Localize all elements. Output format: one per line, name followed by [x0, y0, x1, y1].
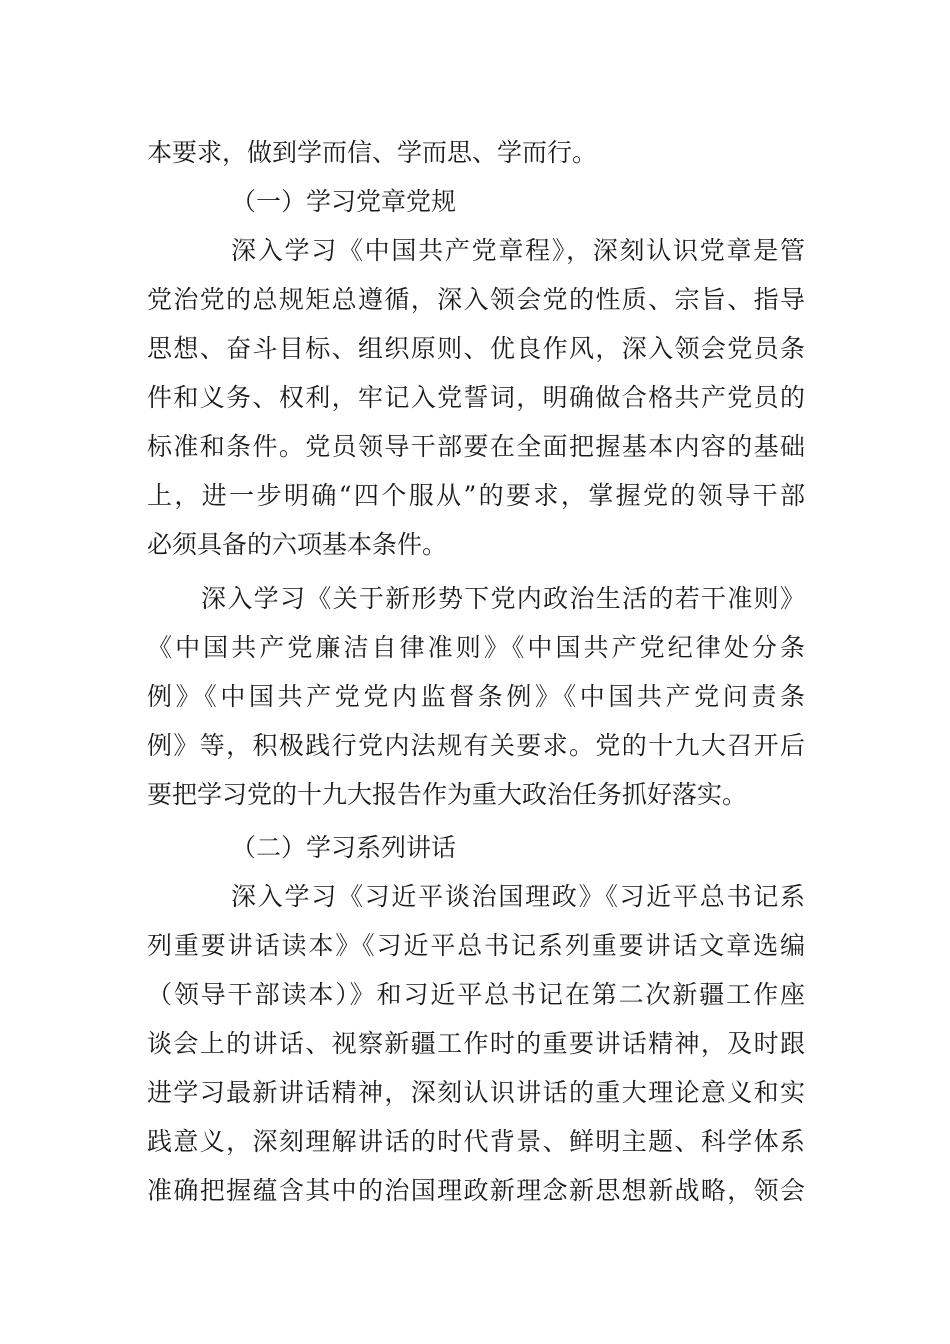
- text-line: 党治党的总规矩总遵循，深入领会党的性质、宗旨、指导: [147, 285, 805, 314]
- text-line: 践意义，深刻理解讲话的时代背景、鲜明主题、科学体系: [147, 1127, 805, 1156]
- text-line: 深入学习《关于新形势下党内政治生活的若干准则》: [201, 584, 805, 613]
- text-line: （领导干部读本）》和习近平总书记在第二次新疆工作座: [147, 980, 805, 1009]
- text-line: 件和义务、权利，牢记入党誓词，明确做合格共产党员的: [147, 383, 805, 412]
- text-line: 必须具备的六项基本条件。: [147, 530, 448, 559]
- text-line: 准确把握蕴含其中的治国理政新理念新思想新战略，领会: [147, 1176, 805, 1205]
- text-line: 进学习最新讲话精神，深刻认识讲话的重大理论意义和实: [147, 1078, 805, 1107]
- text-line: 深入学习《中国共产党章程》，深刻认识党章是管: [231, 236, 805, 265]
- text-line: 深入学习《习近平谈治国理政》《习近平总书记系: [231, 882, 805, 911]
- text-line: 谈会上的讲话、视察新疆工作时的重要讲话精神，及时跟: [147, 1029, 805, 1058]
- text-line: 例》《中国共产党党内监督条例》《中国共产党问责条: [147, 682, 805, 711]
- section-heading: （二）学习系列讲话: [231, 833, 457, 862]
- text-line: 例》等，积极践行党内法规有关要求。党的十九大召开后: [147, 731, 805, 760]
- text-line: 要把学习党的十九大报告作为重大政治任务抓好落实。: [147, 780, 748, 809]
- text-line: 标准和条件。党员领导干部要在全面把握基本内容的基础: [147, 432, 805, 461]
- section-heading: （一）学习党章党规: [231, 187, 457, 216]
- text-line: 《中国共产党廉洁自律准则》《中国共产党纪律处分条: [147, 633, 805, 662]
- text-line: 本要求，做到学而信、学而思、学而行。: [147, 138, 598, 167]
- text-line: 上，进一步明确“四个服从”的要求，掌握党的领导干部: [147, 481, 805, 510]
- text-line: 列重要讲话读本》《习近平总书记系列重要讲话文章选编: [147, 931, 805, 960]
- text-line: 思想、奋斗目标、组织原则、优良作风，深入领会党员条: [147, 334, 805, 363]
